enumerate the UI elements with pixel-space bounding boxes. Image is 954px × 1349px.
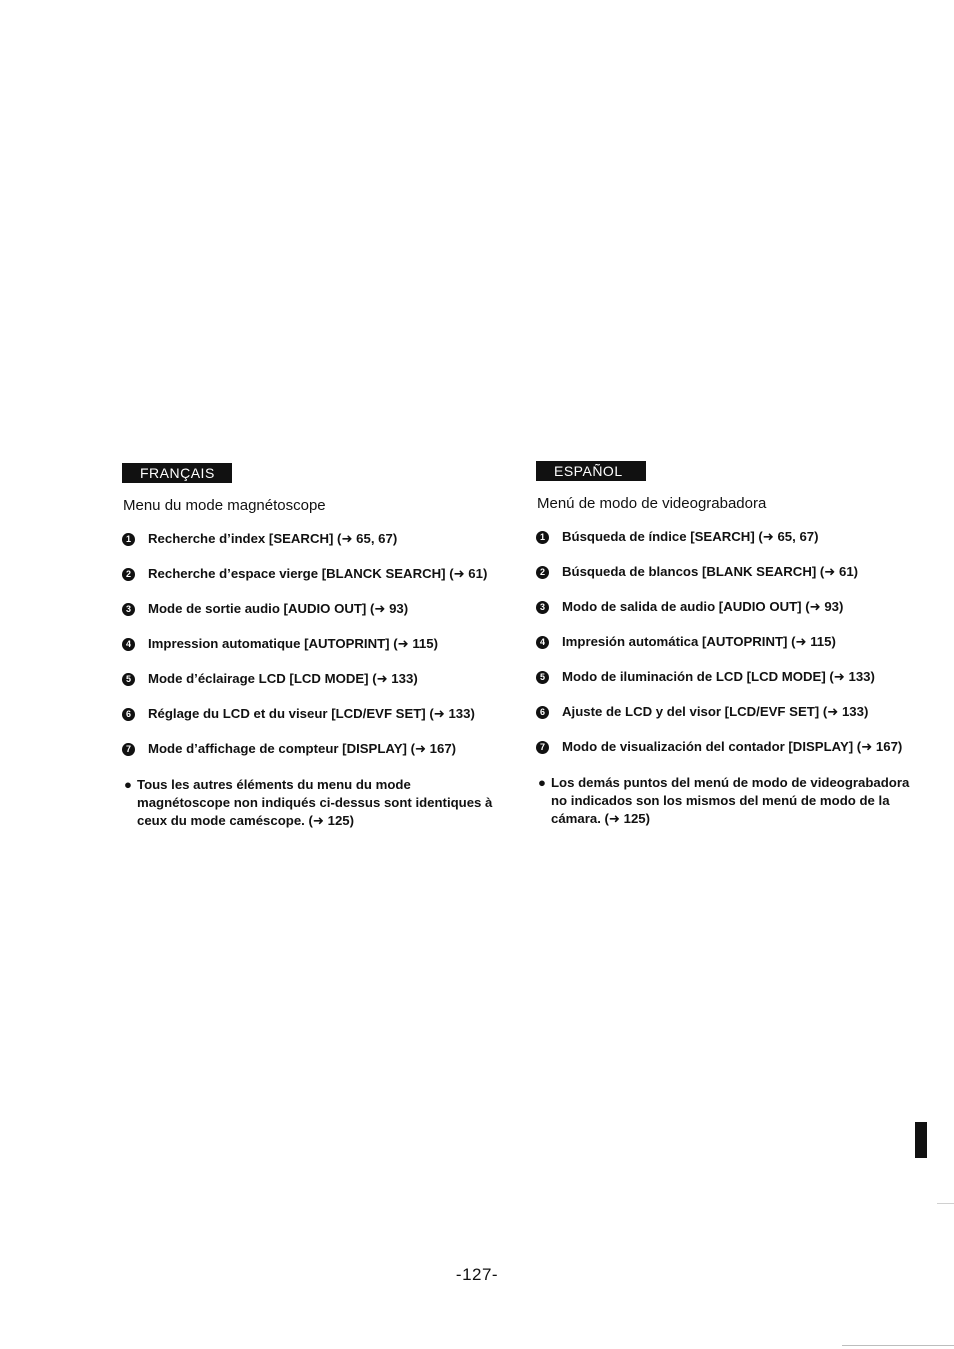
number-circle-icon: 7 — [122, 743, 135, 756]
menu-item — [536, 703, 916, 721]
language-badge-french: FRANÇAIS — [122, 463, 232, 483]
menu-item — [122, 670, 502, 688]
menu-item-text: Recherche d’index [SEARCH] (➜ 65, 67) — [148, 531, 398, 546]
number-circle-icon: 2 — [536, 566, 549, 579]
menu-item — [122, 600, 502, 618]
bottom-edge-rule — [842, 1345, 954, 1346]
menu-item-list-french — [122, 530, 502, 758]
note-spanish — [536, 774, 916, 828]
menu-item — [536, 668, 916, 686]
right-edge-rule — [937, 1203, 954, 1204]
menu-item-text: Mode d’affichage de compteur [DISPLAY] (➜ 167) — [148, 741, 457, 756]
number-circle-icon: 4 — [536, 636, 549, 649]
bullet-icon: ● — [124, 777, 132, 792]
menu-item-text: Impresión automática [AUTOPRINT] (➜ 115) — [562, 634, 836, 649]
number-circle-icon: 1 — [536, 531, 549, 544]
number-circle-icon: 4 — [122, 638, 135, 651]
menu-item — [536, 563, 916, 581]
menu-item-text: Modo de visualización del contador [DISPLAY] (➜ 167) — [562, 739, 903, 754]
menu-item-text: Mode de sortie audio [AUDIO OUT] (➜ 93) — [148, 601, 409, 616]
number-circle-icon: 7 — [536, 741, 549, 754]
menu-item-text: Modo de salida de audio [AUDIO OUT] (➜ 93) — [562, 599, 844, 614]
menu-item — [122, 740, 502, 758]
menu-item-text: Mode d’éclairage LCD [LCD MODE] (➜ 133) — [148, 671, 418, 686]
spanish-column — [536, 461, 916, 841]
menu-item-text: Impression automatique [AUTOPRINT] (➜ 115) — [148, 636, 438, 651]
menu-item — [122, 530, 502, 548]
menu-item-text: Réglage du LCD et du viseur [LCD/EVF SET] (➜ 133) — [148, 706, 475, 721]
side-tab-marker — [915, 1122, 927, 1158]
number-circle-icon: 6 — [122, 708, 135, 721]
number-circle-icon: 5 — [122, 673, 135, 686]
menu-item — [536, 528, 916, 546]
menu-item — [122, 565, 502, 583]
page-number: -127- — [455, 1265, 499, 1284]
number-circle-icon: 5 — [536, 671, 549, 684]
bullet-icon: ● — [538, 775, 546, 790]
note-text: Los demás puntos del menú de modo de videograbadora no indicados son los mismos del menú de modo de la cámara. (➜ 125) — [551, 775, 910, 826]
menu-item-text: Ajuste de LCD y del visor [LCD/EVF SET] (➜ 133) — [562, 704, 869, 719]
section-title-spanish: Menú de modo de videograbadora — [537, 495, 767, 512]
menu-item-text: Búsqueda de índice [SEARCH] (➜ 65, 67) — [562, 529, 819, 544]
menu-item-list-spanish — [536, 528, 916, 756]
number-circle-icon: 1 — [122, 533, 135, 546]
menu-item-text: Búsqueda de blancos [BLANK SEARCH] (➜ 61) — [562, 564, 859, 579]
section-title-french: Menu du mode magnétoscope — [123, 497, 326, 514]
number-circle-icon: 3 — [122, 603, 135, 616]
menu-item — [536, 633, 916, 651]
note-text: Tous les autres éléments du menu du mode magnétoscope non indiqués ci-dessus sont identiques à ceux du mode caméscope. (➜ 125) — [137, 777, 493, 828]
language-badge-spanish: ESPAÑOL — [536, 461, 646, 481]
menu-item-text: Modo de iluminación de LCD [LCD MODE] (➜ 133) — [562, 669, 875, 684]
menu-item — [536, 738, 916, 756]
note-french — [122, 776, 502, 830]
french-column — [122, 463, 502, 843]
number-circle-icon: 2 — [122, 568, 135, 581]
menu-item — [122, 705, 502, 723]
menu-item — [122, 635, 502, 653]
menu-item-text: Recherche d’espace vierge [BLANCK SEARCH] (➜ 61) — [148, 566, 488, 581]
number-circle-icon: 6 — [536, 706, 549, 719]
number-circle-icon: 3 — [536, 601, 549, 614]
menu-item — [536, 598, 916, 616]
